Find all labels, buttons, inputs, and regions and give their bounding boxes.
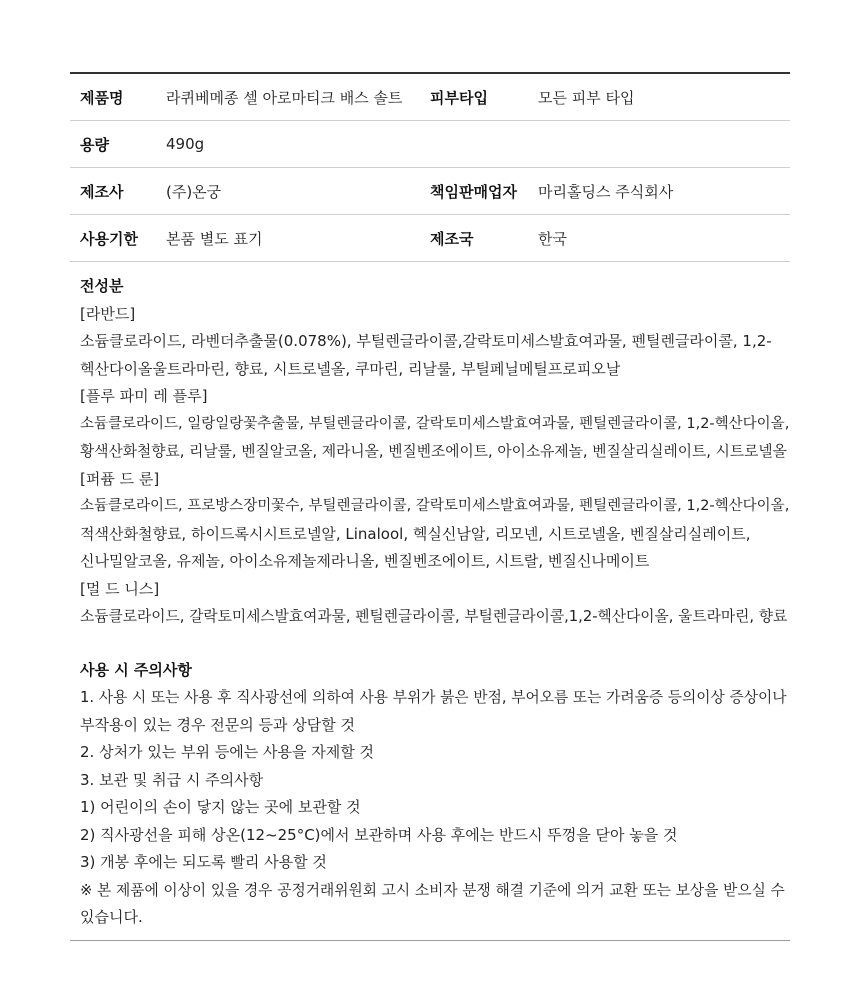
caution-line: 3) 개봉 후에는 되도록 빨리 사용할 것 xyxy=(80,853,327,871)
ingredients-title: 전성분 xyxy=(80,277,124,295)
skin-type-value: 모든 피부 타입 xyxy=(538,88,635,107)
caution-line: 1. 사용 시 또는 사용 후 직사광선에 의하여 사용 부위가 붉은 반점, 부어오름 또는 가려움증 등의이상 증상이나 xyxy=(80,689,787,706)
caution-line: 부작용이 있는 경우 전문의 등과 상담할 것 xyxy=(80,715,355,734)
ingredient-line: 적색산화철향료, 하이드록시시트로넬알, Linalool, 헥실신남알, 리모넨, 시트로넬올, 벤질살리실레이트, xyxy=(80,524,751,543)
ingredient-line: 소듐클로라이드, 라벤더추출물(0.078%), 부틸렌글라이콜,갈락토미세스발효여과물, 펜틸렌글라이콜, 1,2- xyxy=(80,332,772,350)
seller-value: 마리홀딩스 주식회사 xyxy=(538,182,674,201)
expiry-value: 본품 별도 표기 xyxy=(166,229,263,248)
caution-line: 2. 상처가 있는 부위 등에는 사용을 자제할 것 xyxy=(80,743,375,761)
ingredients-section xyxy=(70,262,790,631)
volume-label: 용량 xyxy=(80,135,109,154)
ingredient-line: 헥산다이올울트라마린, 향료, 시트로넬올, 쿠마린, 리날룰, 부틸페닐메틸프로피오날 xyxy=(80,359,621,378)
expiry-label: 사용기한 xyxy=(80,229,138,248)
country-label: 제조국 xyxy=(430,229,474,248)
product-name-value: 라퀴베메종 셀 아로마티크 배스 솔트 xyxy=(166,88,403,107)
row-product-name xyxy=(70,74,790,121)
product-name-label: 제품명 xyxy=(80,88,124,107)
product-info-sheet xyxy=(70,72,790,941)
skin-type-label: 피부타입 xyxy=(430,88,488,107)
ingredient-line: 소듐클로라이드, 갈락토미세스발효여과물, 펜틸렌글라이콜, 부틸렌글라이콜,1,2-헥산다이올, 울트라마린, 향료 xyxy=(80,608,788,625)
ingredient-line: [라반드] xyxy=(80,304,136,323)
ingredient-line: [퍼퓸 드 룬] xyxy=(80,469,160,488)
row-expiry xyxy=(70,215,790,262)
row-volume xyxy=(70,121,790,168)
caution-line: 있습니다. xyxy=(80,908,143,926)
ingredient-line: 소듐클로라이드, 프로방스장미꽃수, 부틸렌글라이콜, 갈락토미세스발효여과물, 펜틸렌글라이콜, 1,2-헥산다이올, xyxy=(80,498,790,514)
caution-line: 3. 보관 및 취급 시 주의사항 xyxy=(80,770,264,789)
cautions-section xyxy=(70,631,790,940)
manufacturer-value: (주)온궁 xyxy=(166,182,222,201)
cautions-title: 사용 시 주의사항 xyxy=(80,660,192,679)
row-manufacturer xyxy=(70,168,790,215)
ingredient-line: 소듐클로라이드, 일랑일랑꽃추출물, 부틸렌글라이콜, 갈락토미세스발효여과물, 펜틸렌글라이콜, 1,2-헥산다이올, xyxy=(80,415,790,432)
country-value: 한국 xyxy=(538,229,567,248)
ingredient-line: [멀 드 니스] xyxy=(80,579,160,598)
ingredient-line: 황색산화철향료, 리날룰, 벤질알코올, 제라니올, 벤질벤조에이트, 아이소유제놀, 벤질살리실레이트, 시트로넬올 xyxy=(80,443,787,460)
caution-line: 1) 어린이의 손이 닿지 않는 곳에 보관할 것 xyxy=(80,798,361,816)
caution-line: 2) 직사광선을 피해 상온(12~25°C)에서 보관하며 사용 후에는 반드시 뚜껑을 닫아 놓을 것 xyxy=(80,825,678,844)
seller-label: 책임판매업자 xyxy=(430,182,517,201)
caution-line: ※ 본 제품에 이상이 있을 경우 공정거래위원회 고시 소비자 분쟁 해결 기준에 의거 교환 또는 보상을 받으실 수 xyxy=(80,881,785,899)
ingredient-line: 신나밀알코올, 유제놀, 아이소유제놀제라니올, 벤질벤조에이트, 시트랄, 벤질신나메이트 xyxy=(80,552,650,570)
bottom-divider xyxy=(70,940,790,941)
volume-value: 490g xyxy=(166,135,205,153)
manufacturer-label: 제조사 xyxy=(80,182,124,201)
ingredient-line: [플루 파미 레 플루] xyxy=(80,387,208,405)
